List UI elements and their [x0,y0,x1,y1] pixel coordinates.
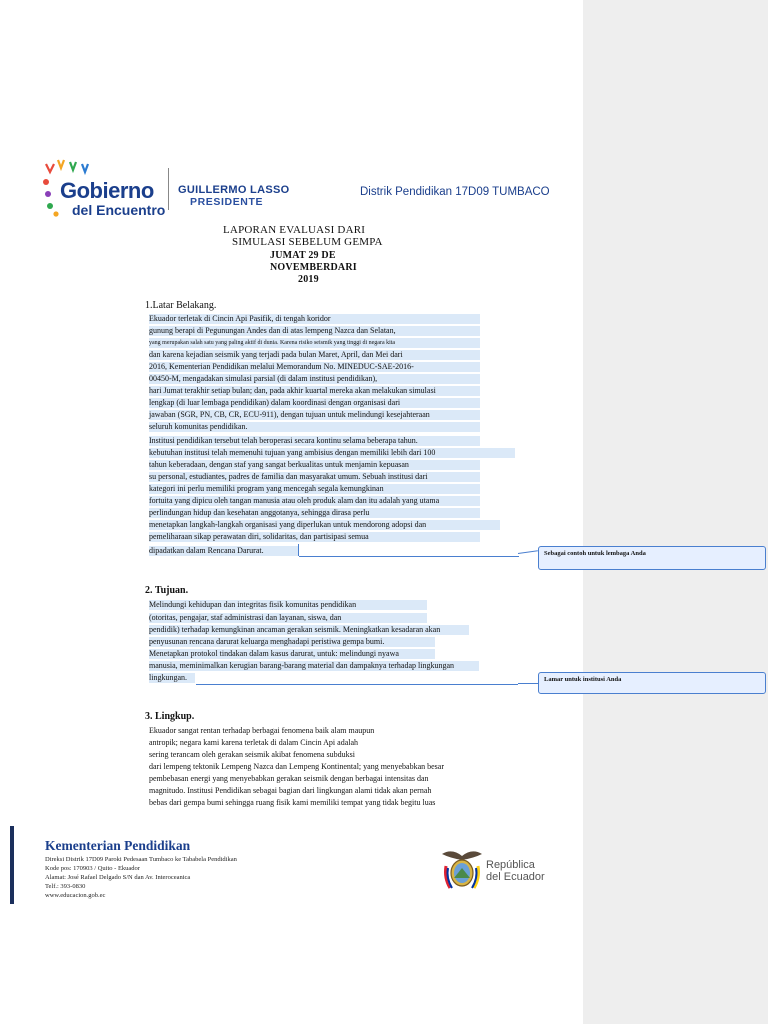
section1-line[interactable]: pemeliharaan sikap perawatan diri, solidaritas, dan partisipasi semua [149,532,480,542]
president-role: PRESIDENTE [190,195,264,208]
comment-text: Lamar untuk institusi Anda [544,676,622,683]
section2-line[interactable]: lingkungan. [149,673,195,683]
section3-heading: 3. Lingkup. [145,711,195,722]
section3-line[interactable]: dari lempeng tektonik Lempeng Nazca dan Lempeng Kontinental; yang menyebabkan besar [149,762,445,771]
footer-address-line: Direksi Distrik 17D09 Paroki Pedesaan Tumbaco ke Tababela Pendidikan [45,856,237,863]
section3-line[interactable]: bebas dari gempa bumi sehingga ruang fisik kami memiliki tempat yang tidak begitu luas [149,798,436,807]
republic-line1: República [486,859,535,871]
section1-line[interactable]: fortuita yang dipicu oleh tangan manusia atau oleh produk alam dan itu adalah yang utama [149,496,480,506]
district-header: Distrik Pendidikan 17D09 TUMBACO [360,186,550,198]
comment-margin-pane [583,0,768,1024]
section1-line[interactable]: jawaban (SGR, PN, CB, CR, ECU-911), dengan tujuan untuk melindungi kesejahteraan [149,410,480,420]
comment-anchor [298,544,299,556]
section3-line[interactable]: sering terancam oleh gerakan seismik akibat fenomena subduksi [149,750,355,759]
section1-line[interactable]: seluruh komunitas pendidikan. [149,422,480,432]
republic-line2: del Ecuador [486,870,545,883]
president-block [178,185,289,208]
footer-address-line: Kode pos: 170903 / Quito - Ekuador [45,865,140,872]
section2-line[interactable]: Menetapkan protokol tindakan dalam kasus darurat, untuk: melindungi nyawa [149,649,435,659]
title-line4: NOVEMBERDARI [270,262,357,273]
section2-line[interactable]: (otoritas, pengajar, staf administrasi dan layanan, siswa, dan [149,613,427,623]
comment-text: Sebagai contoh untuk lembaga Anda [544,550,646,557]
section1-line[interactable]: kebutuhan institusi telah memenuhi tujuan yang ambisius dengan memiliki lebih dari 100 [149,448,515,458]
section2-line[interactable]: pendidik) terhadap kemungkinan ancaman gerakan seismik. Meningkatkan kesadaran akan [149,625,469,635]
section1-line[interactable]: gunung berapi di Pegunungan Andes dan di atas lempeng Nazca dan Selatan, [149,326,480,336]
comment-balloon[interactable] [538,546,766,570]
section1-line[interactable]: menetapkan langkah-langkah organisasi yang diperlukan untuk mendorong adopsi dan [149,520,500,530]
ecuador-coat-of-arms-icon [440,846,484,892]
section1-line[interactable]: tahun keberadaan, dengan staf yang sangat berkualitas untuk menjamin kepuasan [149,460,480,470]
title-line5: 2019 [298,274,319,285]
president-name: GUILLERMO LASSO [178,184,290,196]
title-line1: LAPORAN EVALUASI DARI [223,224,366,236]
section2-line[interactable]: penyusunan rencana darurat keluarga menghadapi peristiwa gempa bumi. [149,637,435,647]
section3-line[interactable]: magnitudo. Institusi Pendidikan sebagai bagian dari lingkungan alami tidak akan pernah [149,786,432,795]
section3-line[interactable]: pembebasan energi yang menyebabkan gerakan seismik dengan berbagai intensitas dan [149,774,429,783]
footer-address-line: Telf.: 393-0830 [45,883,86,890]
republic-logo-text [486,860,545,883]
comment-balloon[interactable] [538,672,766,694]
section1-line[interactable]: perlindungan hidup dan kesehatan anggotanya, sehingga dirasa perlu [149,508,480,518]
section2-line[interactable]: Melindungi kehidupan dan integritas fisik komunitas pendidikan [149,600,427,610]
section3-line[interactable]: antropik; negara kami karena terletak di dalam Cincin Api adalah [149,738,359,747]
section1-line[interactable]: 2016, Kementerian Pendidikan melalui Memorandum No. MINEDUC-SAE-2016- [149,362,480,372]
section1-heading: 1.Latar Belakang. [145,300,217,311]
footer-website[interactable]: www.educacion.gob.ec [45,892,106,899]
section1-line[interactable]: 00450-M, mengadakan simulasi parsial (di dalam institusi pendidikan), [149,374,480,384]
section1-line[interactable]: lengkap (di luar lembaga pendidikan) dalam koordinasi dengan organisasi dari [149,398,480,408]
comment-connector [196,684,518,685]
comment-connector [299,556,519,557]
title-line2: SIMULASI SEBELUM GEMPA [232,236,383,248]
logo-line1: Gobierno [60,178,154,203]
section1-line[interactable]: yang merupakan salah satu yang paling aktif di dunia. Karena risiko seismik yang tinggi di negara kita [149,338,480,348]
section1-line[interactable]: dipadatkan dalam Rencana Darurat. [149,546,298,556]
title-line3: JUMAT 29 DE [270,250,336,261]
ministry-name: Kementerian Pendidikan [45,838,191,853]
section1-line[interactable]: kategori ini perlu memiliki program yang mencegah segala kemungkinan [149,484,480,494]
logo-line2: del Encuentro [72,202,166,218]
section3-line[interactable]: Ekuador sangat rentan terhadap berbagai fenomena baik alam maupun [149,726,375,735]
gobierno-logo-text [60,180,165,217]
section1-line[interactable]: Ekuador terletak di Cincin Api Pasifik, di tengah koridor [149,314,480,324]
comment-connector [518,550,538,554]
section1-line[interactable]: dan karena kejadian seismik yang terjadi pada bulan Maret, April, dan Mei dari [149,350,480,360]
footer-accent-bar [10,826,14,904]
comment-connector [518,683,538,684]
section1-line[interactable]: Institusi pendidikan tersebut telah beroperasi secara kontinu selama beberapa tahun. [149,436,480,446]
footer-address-line: Alamat: José Rafael Delgado S/N dan Av. Interoceanica [45,874,191,881]
section1-line[interactable]: su personal, estudiantes, padres de familia dan masyarakat umum. Sebuah institusi dari [149,472,480,482]
section1-line[interactable]: hari Jumat terakhir setiap bulan; dan, pada akhir kuartal mereka akan melakukan simulasi [149,386,480,396]
section2-heading: 2. Tujuan. [145,585,189,596]
section2-line[interactable]: manusia, meminimalkan kerugian barang-barang material dan dampaknya terhadap lingkungan [149,661,479,671]
header-divider [168,168,169,210]
